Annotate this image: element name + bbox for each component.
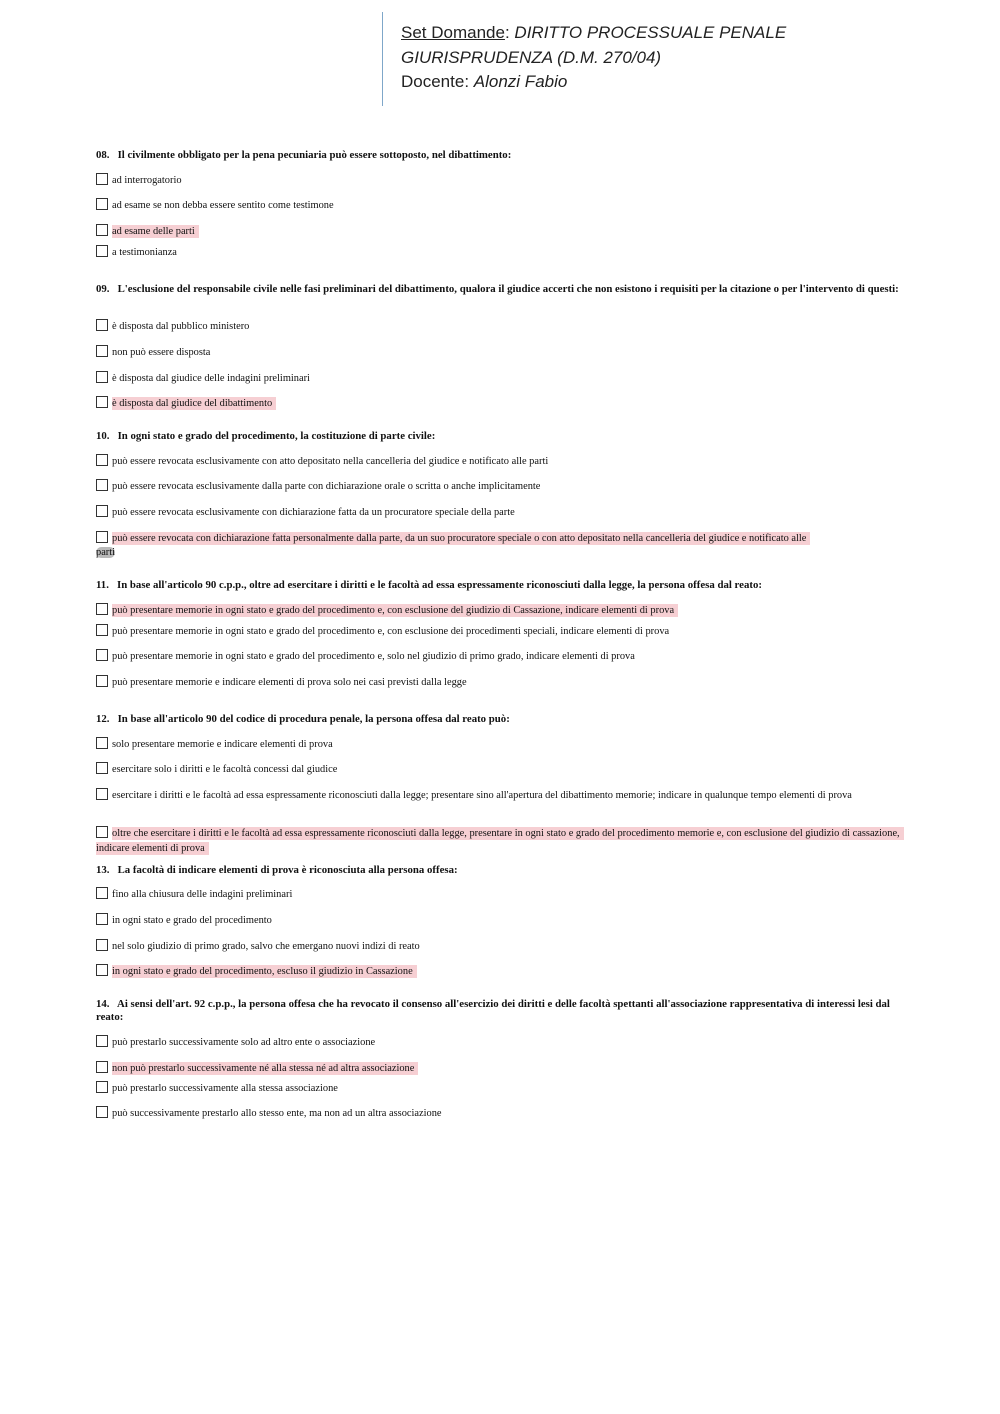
option-text: può essere revocata esclusivamente con atto depositato nella cancelleria del giudice e notificato alle parti [112,456,549,467]
question-number: 09. [96,283,110,295]
option-text: non può essere disposta [112,347,211,358]
answer-checkbox[interactable] [96,762,108,774]
answer-checkbox[interactable] [96,1106,108,1118]
teacher-line [401,70,882,95]
option-11-3 [96,649,904,664]
option-text-highlighted: può essere revocata con dichiarazione fatta personalmente dalla parte, da un suo procuratore speciale o con atto depositato nella cancelleria del giudice e notificato alle [112,532,810,545]
option-13-2 [96,913,904,928]
question-text: L'esclusione del responsabile civile nelle fasi preliminari del dibattimento, qualora il giudice accerti che non esistono i requisiti per la citazione o per l'intervento di questi: [117,283,899,295]
option-text-highlighted: in ogni stato e grado del procedimento, escluso il giudizio in Cassazione [112,965,417,978]
question-number: 10. [96,430,110,442]
option-08-3 [96,224,904,239]
option-text: può prestarlo successivamente alla stessa associazione [112,1083,338,1094]
answer-checkbox[interactable] [96,788,108,800]
option-13-1 [96,887,904,902]
answer-checkbox[interactable] [96,939,108,951]
answer-checkbox[interactable] [96,826,108,838]
header-line-1 [401,21,882,46]
option-14-2 [96,1061,904,1076]
question-12 [96,713,904,726]
answer-checkbox[interactable] [96,505,108,517]
option-10-1 [96,454,904,469]
option-text: può presentare memorie in ogni stato e grado del procedimento e, solo nel giudizio di primo grado, indicare elementi di prova [112,651,635,662]
question-11 [96,579,904,592]
question-08 [96,149,904,162]
option-11-2 [96,624,904,639]
option-10-2 [96,479,904,494]
answer-checkbox[interactable] [96,964,108,976]
option-text: può essere revocata esclusivamente con dichiarazione fatta da un procuratore speciale della parte [112,507,515,518]
answer-checkbox[interactable] [96,345,108,357]
option-10-3 [96,505,904,520]
answer-checkbox[interactable] [96,173,108,185]
question-number: 14. [96,998,110,1010]
option-text: ad esame se non debba essere sentito come testimone [112,200,334,211]
question-text: Il civilmente obbligato per la pena pecuniaria può essere sottoposto, nel dibattimento: [117,149,512,161]
question-text: In base all'articolo 90 del codice di procedura penale, la persona offesa dal reato può: [117,713,510,725]
option-text: è disposta dal giudice delle indagini preliminari [112,373,310,384]
option-14-1 [96,1035,904,1050]
teacher-label: Docente: [401,72,470,91]
option-09-1 [96,319,904,334]
answer-checkbox[interactable] [96,1081,108,1093]
option-08-1 [96,173,904,188]
answer-checkbox[interactable] [96,649,108,661]
subject-line-1: DIRITTO PROCESSUALE PENALE [514,23,787,42]
question-text: La facoltà di indicare elementi di prova è riconosciuta alla persona offesa: [117,864,458,876]
option-text-highlighted: è disposta dal giudice del dibattimento [112,397,276,410]
question-number: 11. [96,579,109,591]
option-13-4 [96,964,904,979]
set-label: Set Domande [401,23,505,42]
option-text: a testimonianza [112,247,177,258]
option-text: esercitare i diritti e le facoltà ad essa espressamente riconosciuti dalla legge; presentare sino all'apertura del dibattimento memorie; indicare in qualunque tempo elementi di prova [112,790,852,801]
option-14-3 [96,1081,904,1096]
option-text: può presentare memorie e indicare elementi di prova solo nei casi previsti dalla legge [112,677,467,688]
answer-checkbox[interactable] [96,913,108,925]
option-12-4 [96,826,904,856]
option-text: nel solo giudizio di primo grado, salvo che emergano nuovi indizi di reato [112,941,420,952]
answer-checkbox[interactable] [96,479,108,491]
answer-checkbox[interactable] [96,1035,108,1047]
option-14-4 [96,1106,904,1121]
answer-checkbox[interactable] [96,454,108,466]
answer-checkbox[interactable] [96,603,108,615]
question-number: 08. [96,149,110,161]
option-12-1 [96,737,904,752]
answer-checkbox[interactable] [96,737,108,749]
set-colon: : [504,23,510,42]
answer-checkbox[interactable] [96,624,108,636]
option-08-4 [96,245,904,260]
option-text-highlighted: ad esame delle parti [112,225,199,238]
question-09 [96,283,904,296]
question-text: In ogni stato e grado del procedimento, la costituzione di parte civile: [117,430,436,442]
option-text: può presentare memorie in ogni stato e grado del procedimento e, con esclusione dei procedimenti speciali, indicare elementi di prova [112,626,670,637]
answer-checkbox[interactable] [96,224,108,236]
option-11-1 [96,603,904,618]
teacher-name: Alonzi Fabio [473,72,568,91]
option-text: esercitare solo i diritti e le facoltà concessi dal giudice [112,764,338,775]
option-11-4 [96,675,904,690]
answer-checkbox[interactable] [96,319,108,331]
answer-checkbox[interactable] [96,371,108,383]
option-text: solo presentare memorie e indicare elementi di prova [112,739,333,750]
answer-checkbox[interactable] [96,245,108,257]
option-text: è disposta dal pubblico ministero [112,321,250,332]
option-text: può essere revocata esclusivamente dalla parte con dichiarazione orale o scritta o anche implicitamente [112,481,541,492]
option-text: può prestarlo successivamente solo ad altro ente o associazione [112,1037,376,1048]
option-09-3 [96,371,904,386]
question-number: 13. [96,864,110,876]
question-14 [96,998,904,1024]
answer-checkbox[interactable] [96,396,108,408]
question-text: In base all'articolo 90 c.p.p., oltre ad esercitare i diritti e le facoltà ad essa espressamente riconosciuti dalla legge, la persona offesa dal reato: [117,579,762,591]
option-text: ad interrogatorio [112,175,182,186]
answer-checkbox[interactable] [96,1061,108,1073]
question-number: 12. [96,713,110,725]
question-13 [96,864,904,877]
option-13-3 [96,939,904,954]
option-text-highlighted: oltre che esercitare i diritti e le facoltà ad essa espressamente riconosciuti dalla legge, presentare in ogni stato e grado del procedimento memorie e, con esclusione del giudizio di cassazione, indicare elementi di prova [96,827,904,855]
option-09-4 [96,396,904,411]
option-text: può successivamente prestarlo allo stesso ente, ma non ad un altra associazione [112,1108,442,1119]
option-12-3 [96,788,904,803]
document-header [382,12,882,106]
option-10-4 [96,531,904,560]
subject-line-2: GIURISPRUDENZA (D.M. 270/04) [401,47,662,67]
answer-checkbox[interactable] [96,675,108,687]
option-09-2 [96,345,904,360]
answer-checkbox[interactable] [96,198,108,210]
option-text: in ogni stato e grado del procedimento [112,915,272,926]
answer-checkbox[interactable] [96,887,108,899]
option-12-2 [96,762,904,777]
option-text-highlighted: non può prestarlo successivamente né alla stessa né ad altra associazione [112,1062,418,1075]
question-10 [96,430,904,443]
question-text: Ai sensi dell'art. 92 c.p.p., la persona offesa che ha revocato il consenso all'esercizio dei diritti e delle facoltà spettanti all'associazione rappresentativa di interessi lesi dal reato: [96,998,890,1023]
option-text: fino alla chiusura delle indagini preliminari [112,889,293,900]
option-text-highlighted: può presentare memorie in ogni stato e grado del procedimento e, con esclusione del giudizio di Cassazione, indicare elementi di prova [112,604,678,617]
option-text-end: parti [96,547,116,558]
option-08-2 [96,198,904,213]
answer-checkbox[interactable] [96,531,108,543]
